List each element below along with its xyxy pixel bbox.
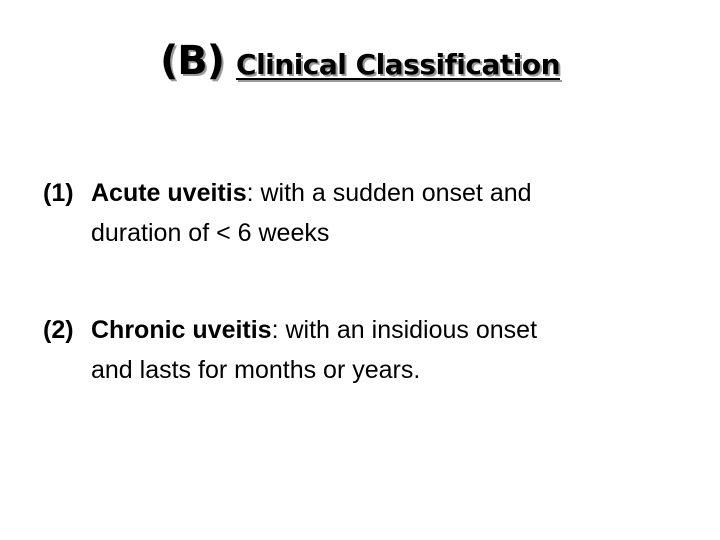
item-body [43,310,703,390]
list-item-acute [43,173,703,253]
classification-list [43,173,703,447]
item-line-1 [91,310,703,350]
item-number: (2) [43,316,74,344]
item-line-1 [91,173,703,213]
title-text: Clinical Classification [236,48,561,81]
item-body [43,173,703,253]
item-description: : with a sudden onset and [246,179,532,207]
item-term: Chronic uveitis [91,316,272,344]
list-item-chronic [43,310,703,390]
slide-title [0,38,720,84]
item-number: (1) [43,179,74,207]
item-line-2: and lasts for months or years. [91,356,421,384]
title-label: (B) [159,38,225,84]
item-line-2: duration of < 6 weeks [91,219,330,247]
item-term: Acute uveitis [91,179,247,207]
item-description: : with an insidious onset [271,316,538,344]
